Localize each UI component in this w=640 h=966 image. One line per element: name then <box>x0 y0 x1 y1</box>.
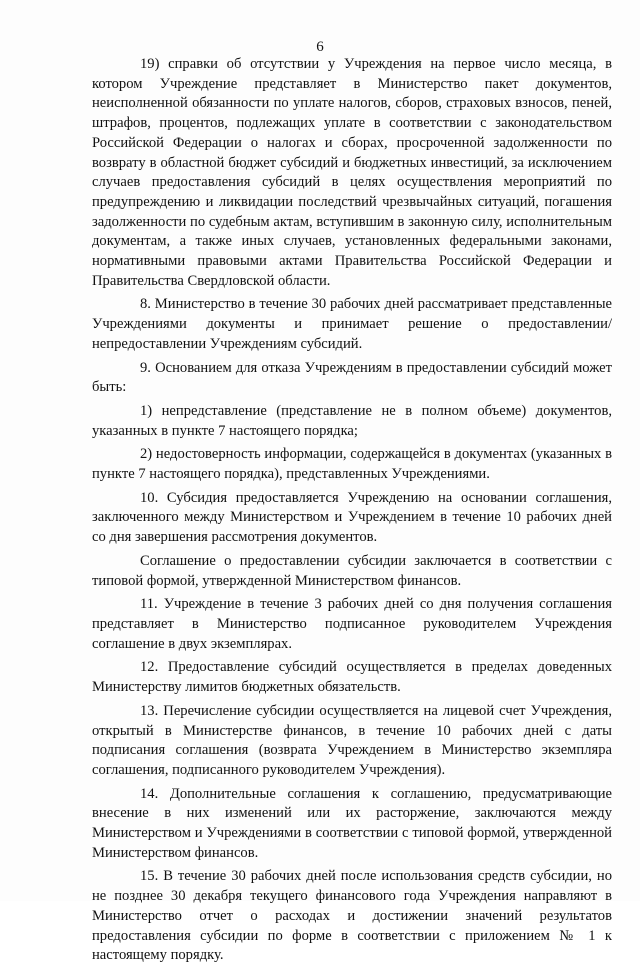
paragraph-item-19: 19) справки об отсутствии у Учреждения на первое число месяца, в котором Учреждение представляет в Министерство пакет документов, неисполненной обязанности по уплате налогов, сборов, страховых взносов, пеней, штрафов, процентов, подлежащих уплате в соответствии с законодательством Российской Федерации о налогах и сборах, просроченной задолженности по возврату в областной бюджет субсидий и бюджетных инвестиций, за исключением случаев предоставления субсидий в целях осуществления мероприятий по предупреждению и ликвидации последствий чрезвычайных ситуаций, погашения задолженности по судебным актам, вступившим в законную силу, исполнительным документам, а также иных случаев, установленных федеральными законами, нормативными правовыми актами Правительства Российской Федерации и Правительства Свердловской области. <box>92 56 612 289</box>
paragraph-clause-10: 10. Субсидия предоставляется Учреждению на основании соглашения, заключенного между Министерством и Учреждением в течение 10 рабочих дней со дня завершения рассмотрения документов. <box>92 489 612 546</box>
paragraph-clause-13: 13. Перечисление субсидии осуществляется на лицевой счет Учреждения, открытый в Министерстве финансов, в течение 10 рабочих дней с даты подписания соглашения (возврата Учреждением в Министерство экземпляра соглашения, подписанного руководителем Учреждения). <box>92 702 612 778</box>
page-number: 6 <box>316 39 324 55</box>
document-body <box>92 55 612 966</box>
paragraph-clause-14: 14. Дополнительные соглашения к соглашению, предусматривающие внесение в них изменений или их расторжение, заключаются между Министерством и Учреждениями в соответствии с типовой формой, утвержденной Министерством финансов. <box>92 785 612 861</box>
paragraph-clause-12: 12. Предоставление субсидий осуществляется в пределах доведенных Министерству лимитов бюджетных обязательств. <box>92 659 612 696</box>
paragraph-clause-8: 8. Министерство в течение 30 рабочих дней рассматривает представленные Учреждениями документы и принимает решение о предоставлении/непредоставлении Учреждениям субсидий. <box>92 296 612 352</box>
paragraph-clause-15: 15. В течение 30 рабочих дней после использования средств субсидии, но не позднее 30 декабря текущего финансового года Учреждения направляют в Министерство отчет о расходах и достижении значений результатов предоставления субсидии по форме в соответствии с приложением № 1 к настоящему порядку. <box>92 868 612 964</box>
paragraph-clause-9-2: 2) недостоверность информации, содержащейся в документах (указанных в пункте 7 настоящего порядка), представленных Учреждениями. <box>92 446 612 483</box>
paragraph-clause-9: 9. Основанием для отказа Учреждениям в предоставлении субсидий может быть: <box>92 359 612 396</box>
paragraph-clause-10-agreement: Соглашение о предоставлении субсидии заключается в соответствии с типовой формой, утвержденной Министерством финансов. <box>92 552 612 589</box>
paragraph-clause-11: 11. Учреждение в течение 3 рабочих дней со дня получения соглашения представляет в Министерство подписанное руководителем Учреждения соглашение в двух экземплярах. <box>92 596 612 652</box>
paragraph-clause-9-1: 1) непредставление (представление не в полном объеме) документов, указанных в пункте 7 настоящего порядка; <box>92 402 612 439</box>
